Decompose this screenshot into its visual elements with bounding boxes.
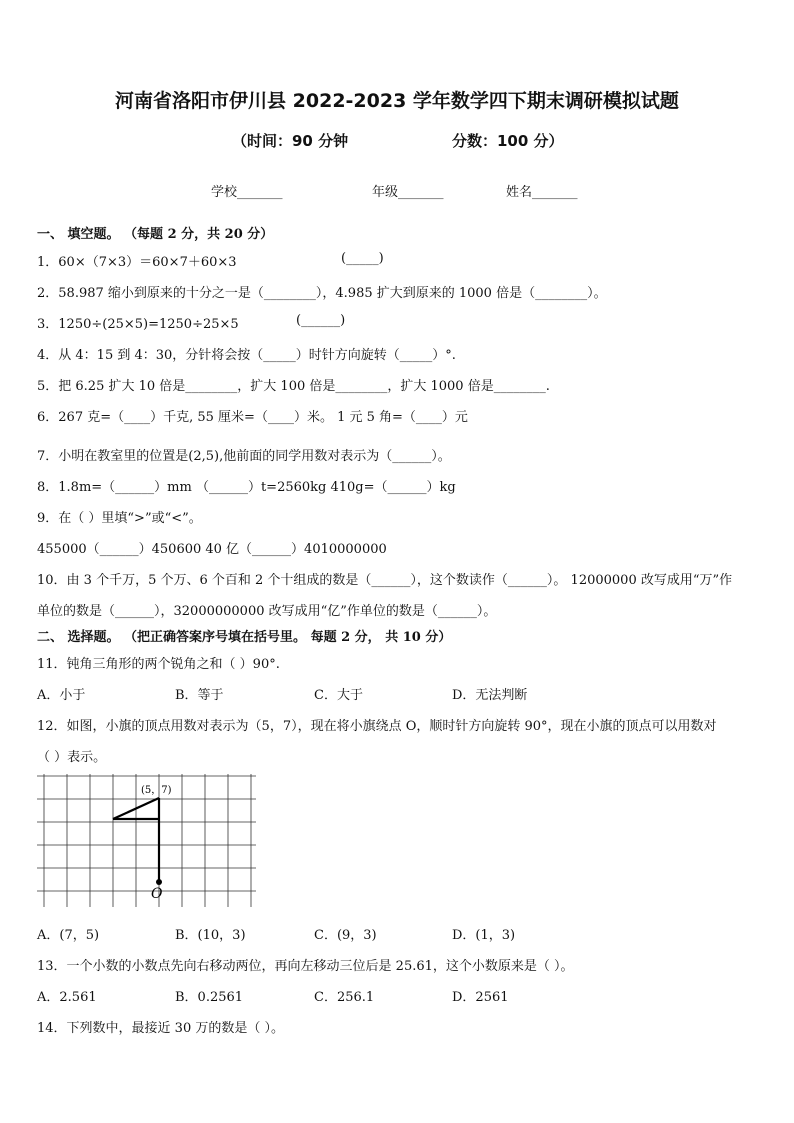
question-14: 14．下列数中，最接近 30 万的数是（ ）。 [37, 1021, 284, 1036]
section-heading-multiple-choice: 二、 选择题。 （把正确答案序号填在括号里。 每题 2 分， 共 10 分） [37, 630, 452, 645]
grade-field: 年级_______ [372, 185, 444, 200]
q12-option-c: C．(9，3) [314, 928, 377, 943]
question-10-line-1: 10．由 3 个千万，5 个万、6 个百和 2 个十组成的数是（______），这个数读作（______）。 12000000 改写成用“万”作 [37, 573, 733, 588]
name-field: 姓名_______ [506, 185, 578, 200]
q13-option-b: B．0.2561 [175, 990, 244, 1005]
question-1-blank: (_____) [341, 251, 384, 266]
question-6: 6．267 克=（____）千克, 55 厘米=（____）米。 1 元 5 角=（____）元 [37, 410, 468, 425]
q12-option-d: D．(1，3) [452, 928, 516, 943]
origin-label: O [151, 886, 163, 902]
page-title: 河南省洛阳市伊川县 2022-2023 学年数学四下期末调研模拟试题 [115, 90, 679, 112]
q11-option-c: C．大于 [314, 688, 363, 703]
vertex-label: (5，7) [141, 785, 172, 796]
question-7: 7．小明在教室里的位置是(2,5),他前面的同学用数对表示为（______）。 [37, 449, 451, 464]
question-12-line-1: 12．如图，小旗的顶点用数对表示为（5，7），现在将小旗绕点 O，顺时针方向旋转 90°，现在小旗的顶点可以用数对 [37, 719, 717, 734]
question-4: 4．从 4：15 到 4：30，分针将会按（_____）时针方向旋转（_____）°. [37, 348, 456, 363]
question-3: 3．1250÷(25×5)=1250÷25×5 [37, 317, 239, 332]
question-8: 8．1.8m=（______）mm （______）t=2560kg 410g=（______）kg [37, 480, 456, 495]
q11-option-a: A．小于 [37, 688, 86, 703]
section-heading-fill-blank: 一、 填空题。 （每题 2 分，共 20 分） [37, 227, 274, 242]
q12-option-a: A．(7，5) [37, 928, 100, 943]
q13-option-a: A．2.561 [37, 990, 97, 1005]
q11-option-b: B．等于 [175, 688, 224, 703]
time-limit: （时间：90 分钟 [232, 132, 349, 150]
school-field: 学校_______ [211, 185, 283, 200]
question-10-line-2: 单位的数是（______），32000000000 改写成用“亿”作单位的数是（______）。 [37, 604, 497, 619]
q12-option-b: B．(10，3) [175, 928, 246, 943]
question-11: 11．钝角三角形的两个锐角之和（ ）90°. [37, 657, 280, 672]
flag [113, 798, 162, 885]
question-1: 1．60×（7×3）＝60×7＋60×3 [37, 255, 237, 270]
point-o [156, 879, 162, 885]
question-3-blank: (______) [296, 313, 346, 328]
question-9-comparisons: 455000（______）450600 40 亿（______）4010000000 [37, 542, 387, 557]
question-2: 2．58.987 缩小到原来的十分之一是（________），4.985 扩大到原来的 1000 倍是（________）。 [37, 286, 607, 301]
q11-option-d: D．无法判断 [452, 688, 528, 703]
question-12-line-2: （ ）表示。 [37, 750, 107, 765]
q13-option-c: C．256.1 [314, 990, 375, 1005]
question-5: 5．把 6.25 扩大 10 倍是________，扩大 100 倍是________，扩大 1000 倍是________. [37, 379, 550, 394]
question-9: 9．在（ ）里填“>”或“<”。 [37, 511, 202, 526]
flag-grid-figure [37, 774, 257, 912]
q13-option-d: D．2561 [452, 990, 509, 1005]
question-13: 13．一个小数的小数点先向右移动两位，再向左移动三位后是 25.61，这个小数原来是（ ）。 [37, 959, 574, 974]
grid-svg [37, 774, 257, 908]
total-score: 分数：100 分） [452, 132, 564, 150]
